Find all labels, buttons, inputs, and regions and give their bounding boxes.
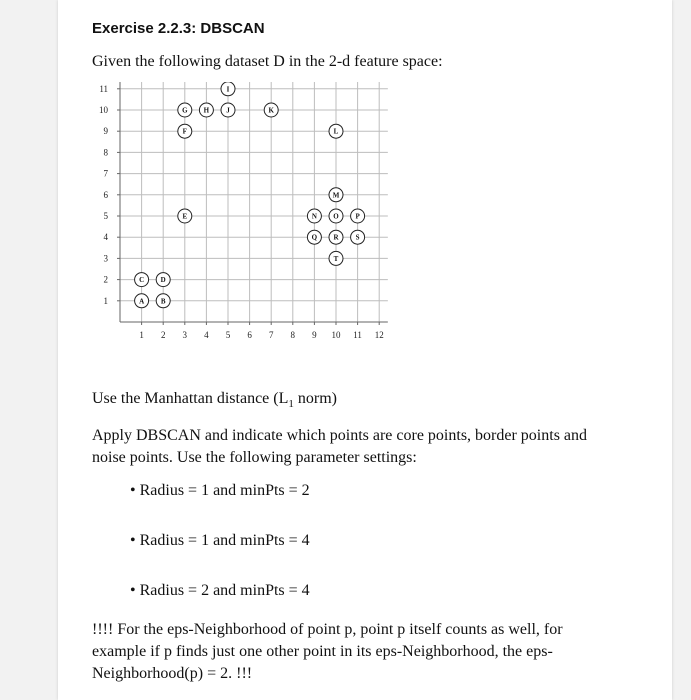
data-point-f	[178, 124, 192, 138]
y-tick-label: 5	[103, 211, 108, 221]
x-tick-label: 3	[182, 330, 188, 340]
data-point-label: J	[226, 106, 230, 115]
x-tick-label: 1	[139, 330, 144, 340]
data-point-label: L	[333, 127, 339, 136]
data-point-label: A	[139, 297, 145, 306]
y-tick-label: 11	[99, 83, 108, 94]
data-point-label: Q	[311, 233, 318, 242]
data-point-m	[329, 188, 343, 202]
exercise-title: Exercise 2.2.3: DBSCAN	[92, 20, 265, 37]
data-point-q	[307, 230, 321, 244]
data-point-b	[156, 294, 170, 308]
metric-text-end: norm)	[293, 390, 337, 407]
x-tick-label: 4	[204, 330, 209, 340]
data-point-label: E	[182, 212, 188, 221]
data-point-s	[351, 230, 365, 244]
x-tick-label: 12	[374, 330, 384, 340]
data-point-i	[221, 82, 235, 96]
data-point-a	[135, 294, 149, 308]
data-point-h	[199, 103, 213, 117]
data-point-label: B	[160, 297, 166, 306]
data-point-k	[264, 103, 278, 117]
data-point-label: D	[160, 276, 166, 285]
bullet-text: Radius = 1 and minPts = 4	[139, 532, 310, 549]
data-point-label: N	[311, 212, 317, 221]
y-tick-label: 10	[99, 105, 108, 115]
bullet-text: Radius = 1 and minPts = 2	[139, 482, 310, 499]
y-tick-label: 4	[103, 232, 108, 243]
data-point-label: M	[332, 191, 340, 200]
x-tick-label: 6	[247, 330, 252, 340]
data-point-p	[351, 209, 365, 223]
data-point-n	[307, 209, 321, 223]
metric-text: Use the Manhattan distance (L	[92, 390, 289, 407]
x-tick-label: 5	[225, 330, 231, 340]
bullet-item: • Radius = 2 and minPts = 4	[130, 582, 310, 599]
data-point-label: T	[333, 254, 339, 263]
data-point-label: H	[203, 106, 210, 115]
bullet-item: • Radius = 1 and minPts = 2	[130, 482, 310, 499]
data-point-t	[329, 251, 343, 265]
data-point-label: K	[268, 106, 274, 115]
x-tick-label: 11	[353, 330, 362, 340]
data-point-label: R	[333, 233, 339, 242]
x-tick-label: 10	[331, 330, 341, 340]
y-tick-label: 6	[103, 189, 108, 200]
data-point-label: I	[226, 85, 230, 94]
x-tick-label: 8	[290, 330, 296, 340]
task-text: Apply DBSCAN and indicate which points are core points, border points and noise points. Use the following parameter settings:	[92, 427, 588, 466]
data-point-e	[178, 209, 192, 223]
data-point-label: S	[355, 233, 360, 242]
x-tick-label: 2	[160, 330, 166, 340]
x-tick-label: 7	[268, 330, 274, 340]
data-point-o	[329, 209, 343, 223]
y-tick-label: 8	[103, 147, 108, 158]
metric-subscript: 1	[288, 398, 294, 411]
data-point-label: F	[182, 127, 187, 136]
x-tick-label: 9	[312, 330, 317, 340]
scatter-plot	[90, 82, 390, 367]
data-point-label: G	[182, 106, 188, 115]
data-point-label: C	[139, 276, 145, 285]
data-point-label: P	[355, 212, 360, 221]
intro-text: Given the following dataset D in the 2-d feature space:	[92, 53, 443, 70]
y-tick-label: 7	[103, 168, 108, 179]
note-text: !!!! For the eps-Neighborhood of point p, point p itself counts as well, for example if p finds just one other point in its eps-Neighborhood, the eps-Neighborhood(p) = 2. !!!	[92, 621, 563, 682]
data-point-d	[156, 273, 170, 287]
data-point-l	[329, 124, 343, 138]
data-point-g	[178, 103, 192, 117]
data-point-r	[329, 230, 343, 244]
distance-metric-text	[92, 388, 337, 415]
y-tick-label: 9	[103, 126, 108, 137]
data-point-c	[135, 273, 149, 287]
y-tick-label: 3	[103, 253, 108, 264]
data-point-label: O	[333, 212, 339, 221]
bullet-item: • Radius = 1 and minPts = 4	[130, 532, 310, 549]
bullet-text: Radius = 2 and minPts = 4	[139, 582, 310, 599]
y-tick-label: 2	[103, 274, 108, 285]
data-point-j	[221, 103, 235, 117]
y-tick-label: 1	[103, 295, 108, 306]
